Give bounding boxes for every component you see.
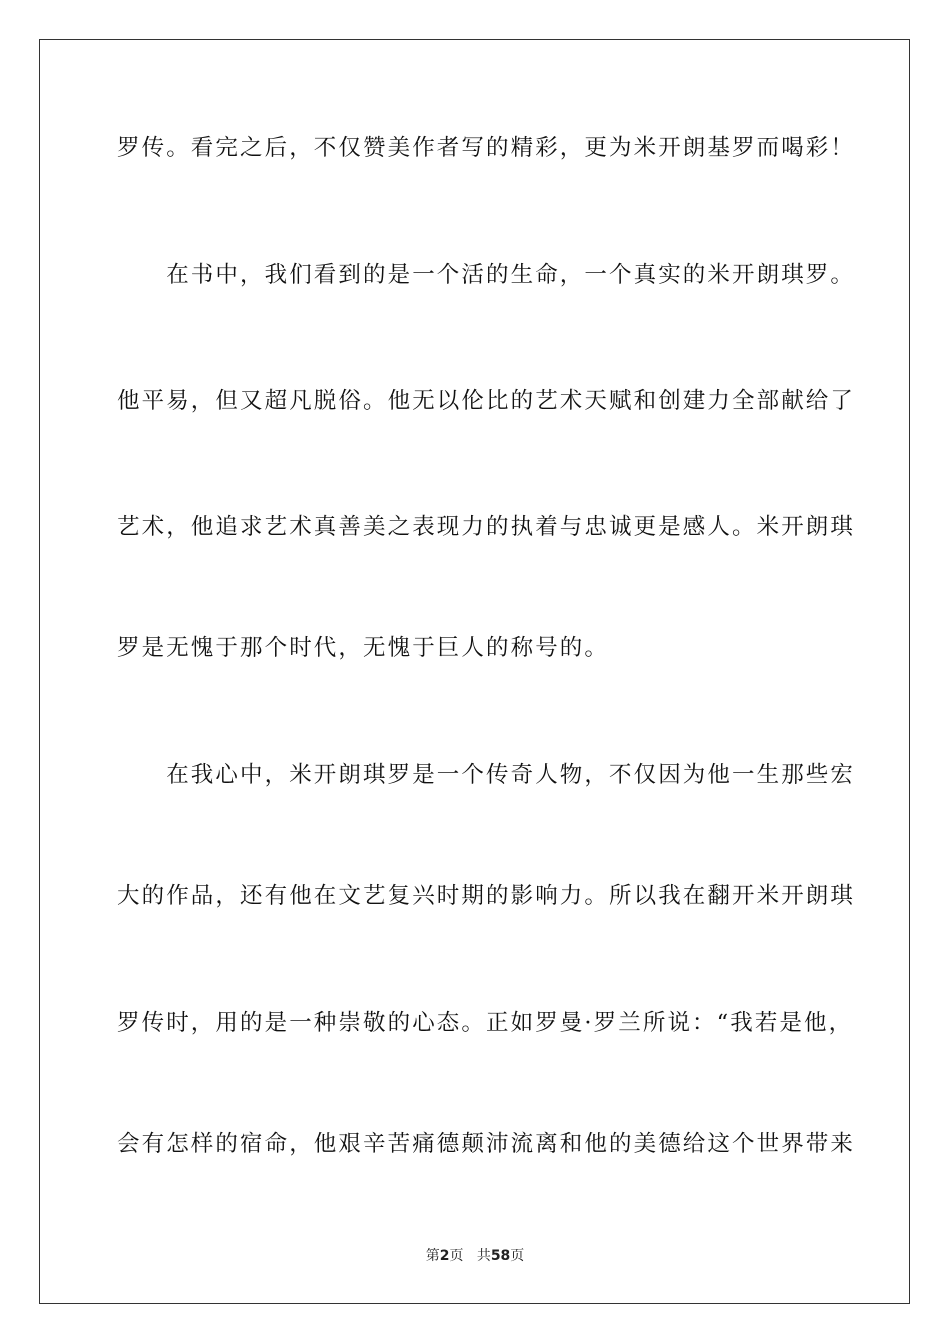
body-text-line: 罗是无愧于那个时代，无愧于巨人的称号的。 (117, 635, 610, 661)
body-text-line: 艺术，他追求艺术真善美之表现力的执着与忠诚更是感人。米开朗琪 (117, 514, 856, 540)
total-pages-prefix: 共 (476, 1248, 491, 1264)
body-text-line: 罗传。看完之后，不仅赞美作者写的精彩，更为米开朗基罗而喝彩！ (117, 135, 856, 161)
body-text-line: 他平易，但又超凡脱俗。他无以伦比的艺术天赋和创建力全部献给了 (117, 388, 856, 414)
body-text-line: 在我心中，米开朗琪罗是一个传奇人物，不仅因为他一生那些宏 (117, 762, 856, 788)
page-number-suffix: 页 (449, 1248, 464, 1264)
current-page-number: 2 (439, 1248, 450, 1264)
body-text-line: 在书中，我们看到的是一个活的生命，一个真实的米开朗琪罗。 (117, 262, 856, 288)
total-pages-suffix: 页 (510, 1248, 525, 1264)
page-border (39, 39, 910, 1304)
body-text-line: 大的作品，还有他在文艺复兴时期的影响力。所以我在翻开米开朗琪 (117, 883, 856, 909)
page-number-prefix: 第 (425, 1248, 440, 1264)
body-text-line: 会有怎样的宿命，他艰辛苦痛德颠沛流离和他的美德给这个世界带来 (117, 1131, 856, 1157)
body-text-line: 罗传时，用的是一种崇敬的心态。正如罗曼·罗兰所说：“我若是他， (117, 1010, 854, 1036)
total-page-count: 58 (490, 1248, 511, 1264)
page-footer (0, 1246, 950, 1266)
